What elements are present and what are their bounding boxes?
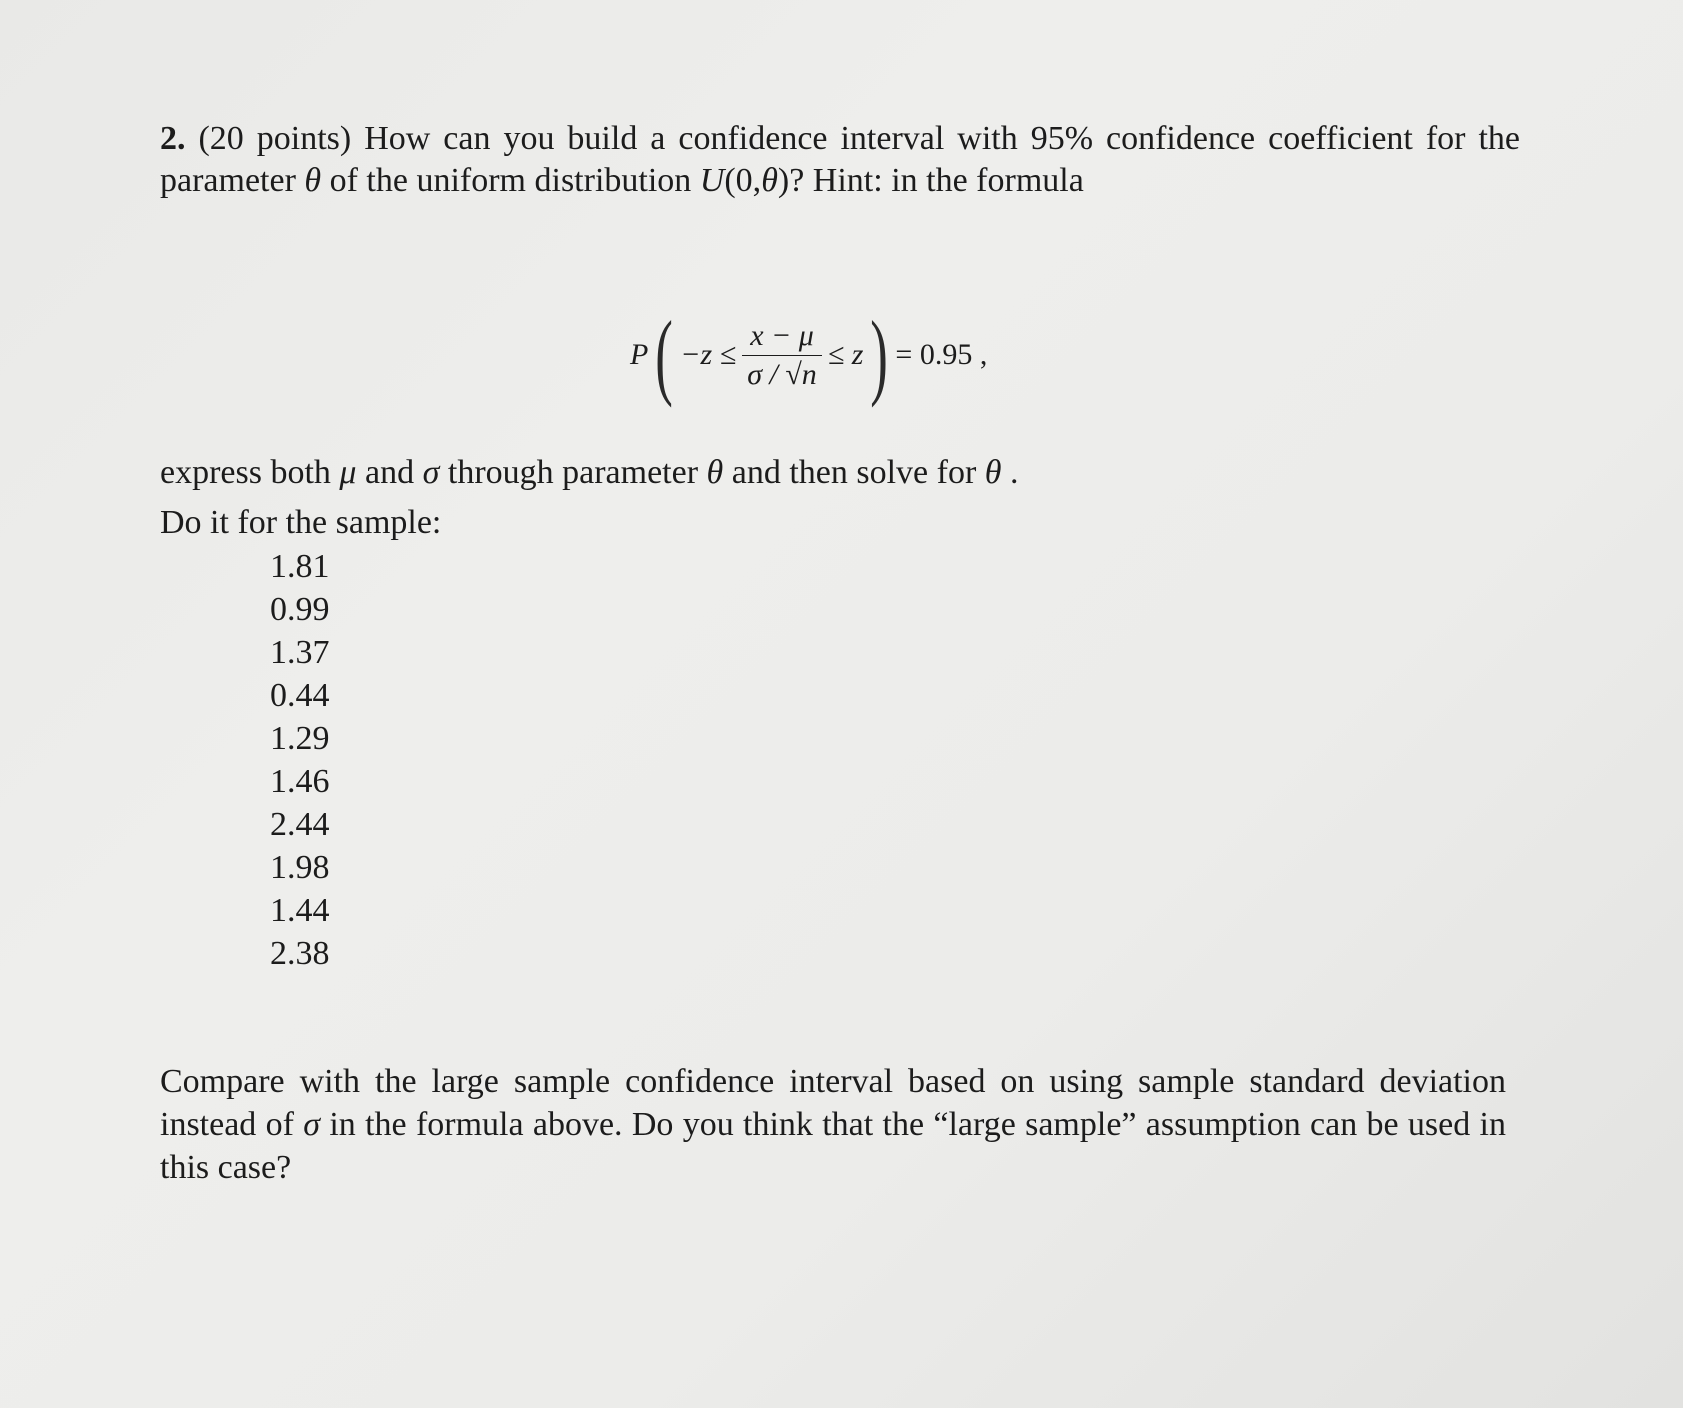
express-text-2: and: [356, 454, 423, 491]
express-text-4: and then solve for: [723, 454, 985, 491]
sample-value: 2.44: [270, 806, 330, 843]
sample-value: 0.99: [270, 591, 330, 628]
confidence-formula: [630, 300, 987, 410]
sample-value: 1.46: [270, 763, 330, 800]
sample-value: 1.44: [270, 892, 330, 929]
express-instruction: [160, 452, 1460, 494]
sample-value: 1.29: [270, 720, 330, 757]
distribution-args-close: ): [777, 162, 790, 199]
formula-prob: P: [630, 338, 649, 371]
compare-text-1: Compare with the large sample confidence interval based on using sample standard deviation instead of: [160, 1063, 1506, 1143]
theta-symbol-2: θ: [706, 454, 724, 491]
theta-symbol: θ: [304, 162, 322, 199]
sample-value: 0.44: [270, 677, 330, 714]
sample-value: 1.37: [270, 634, 330, 671]
question-header: [160, 118, 1520, 202]
formula-denominator: σ / √n: [747, 357, 817, 391]
sample-values-list: [270, 545, 330, 975]
sample-value: 1.81: [270, 548, 330, 585]
question-text-2: of the uniform distribution: [321, 162, 700, 199]
compare-paragraph: [160, 1060, 1506, 1189]
sample-value: 2.38: [270, 935, 330, 972]
formula-right-paren: ): [870, 301, 889, 408]
express-text-1: express both: [160, 454, 340, 491]
compare-text-2: in the formula above. Do you think that the “large sample” assumption can be used in this case?: [160, 1106, 1506, 1186]
distribution-theta: θ: [761, 162, 778, 199]
formula-left-bound: −z ≤: [680, 338, 737, 371]
theta-symbol-3: θ: [984, 454, 1002, 491]
sigma-symbol-2: σ: [303, 1106, 321, 1143]
distribution-args-open: (0,: [724, 162, 762, 199]
mu-symbol: μ: [339, 454, 357, 491]
distribution-name: U: [699, 162, 725, 199]
formula-right-bound: ≤ z: [827, 338, 864, 371]
express-text-5: .: [1001, 454, 1019, 491]
formula-fraction: [742, 319, 822, 392]
express-text-3: through parameter: [439, 454, 707, 491]
question-text-3: ? Hint: in the formula: [789, 162, 1084, 199]
sigma-symbol: σ: [422, 454, 440, 491]
question-text-1: How can you build a confidence interval with 95% confidence coefficient for the parameter: [160, 120, 1520, 199]
formula-left-paren: (: [655, 301, 674, 408]
question-points: (20 points): [198, 120, 352, 157]
sample-instruction: Do it for the sample:: [160, 504, 442, 541]
question-number: 2.: [160, 120, 186, 157]
sample-value: 1.98: [270, 849, 330, 886]
formula-result: = 0.95 ,: [895, 338, 988, 371]
formula-numerator: x − μ: [742, 319, 822, 356]
